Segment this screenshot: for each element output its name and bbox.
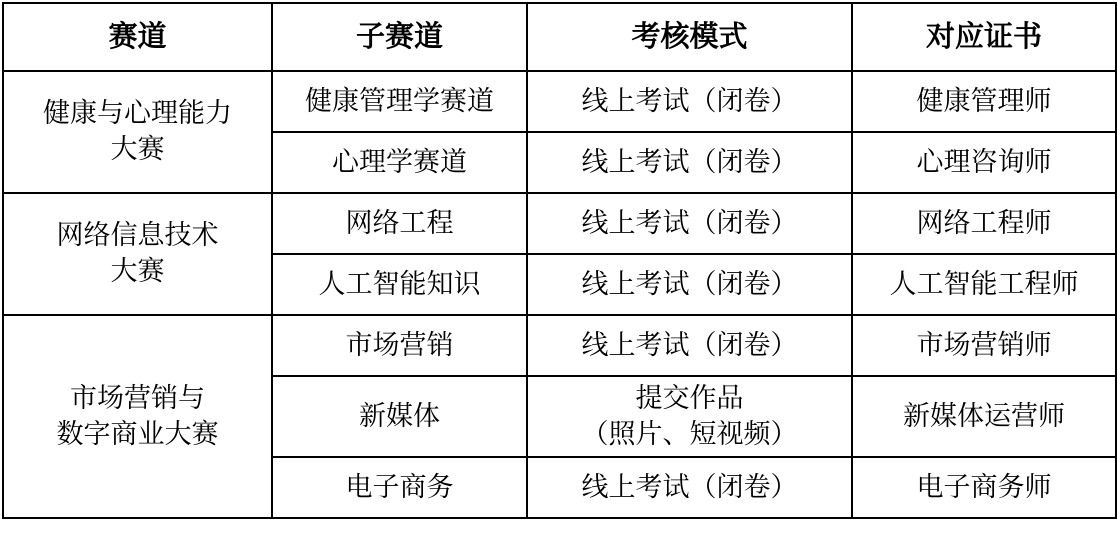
assessment-mode-cell: 线上考试（闭卷） <box>527 315 852 376</box>
subtrack-cell: 电子商务 <box>272 457 527 518</box>
assessment-mode-line: 提交作品 <box>635 383 744 413</box>
column-header-subtrack: 子赛道 <box>272 3 527 71</box>
track-label-line: 大赛 <box>110 256 165 286</box>
table-header-row <box>3 3 1116 71</box>
track-label-line: 网络信息技术 <box>56 220 219 251</box>
certificate-cell: 电子商务师 <box>852 457 1116 518</box>
competition-track-table <box>2 2 1117 519</box>
column-header-track: 赛道 <box>3 3 272 71</box>
subtrack-cell: 新媒体 <box>272 376 527 457</box>
column-header-certificate: 对应证书 <box>852 3 1116 71</box>
table-row <box>3 71 1116 132</box>
track-label-line: 市场营销与 <box>70 383 205 413</box>
table-row <box>3 193 1116 254</box>
competition-track-table-container <box>0 2 1117 558</box>
subtrack-cell: 健康管理学赛道 <box>272 71 527 132</box>
assessment-mode-cell: 线上考试（闭卷） <box>527 254 852 315</box>
certificate-cell: 健康管理师 <box>852 71 1116 132</box>
assessment-mode-cell: 线上考试（闭卷） <box>527 132 852 193</box>
subtrack-cell: 市场营销 <box>272 315 527 376</box>
column-header-assessment-mode: 考核模式 <box>527 3 852 71</box>
track-label-line: 大赛 <box>110 134 165 164</box>
subtrack-cell: 人工智能知识 <box>272 254 527 315</box>
certificate-cell: 人工智能工程师 <box>852 254 1116 315</box>
track-cell-network-information-technology <box>3 193 272 315</box>
subtrack-cell: 心理学赛道 <box>272 132 527 193</box>
subtrack-cell: 网络工程 <box>272 193 527 254</box>
assessment-mode-cell: 线上考试（闭卷） <box>527 193 852 254</box>
certificate-cell: 网络工程师 <box>852 193 1116 254</box>
assessment-mode-cell <box>527 376 852 457</box>
assessment-mode-cell: 线上考试（闭卷） <box>527 457 852 518</box>
certificate-cell: 新媒体运营师 <box>852 376 1116 457</box>
assessment-mode-cell: 线上考试（闭卷） <box>527 71 852 132</box>
track-label-line: 健康与心理能力 <box>43 98 232 129</box>
track-cell-marketing-digital-business <box>3 315 272 518</box>
certificate-cell: 市场营销师 <box>852 315 1116 376</box>
table-row <box>3 315 1116 376</box>
certificate-cell: 心理咨询师 <box>852 132 1116 193</box>
assessment-mode-line: （照片、短视频） <box>581 418 798 449</box>
track-label-line: 数字商业大赛 <box>56 418 219 449</box>
track-cell-health-psychology <box>3 71 272 193</box>
